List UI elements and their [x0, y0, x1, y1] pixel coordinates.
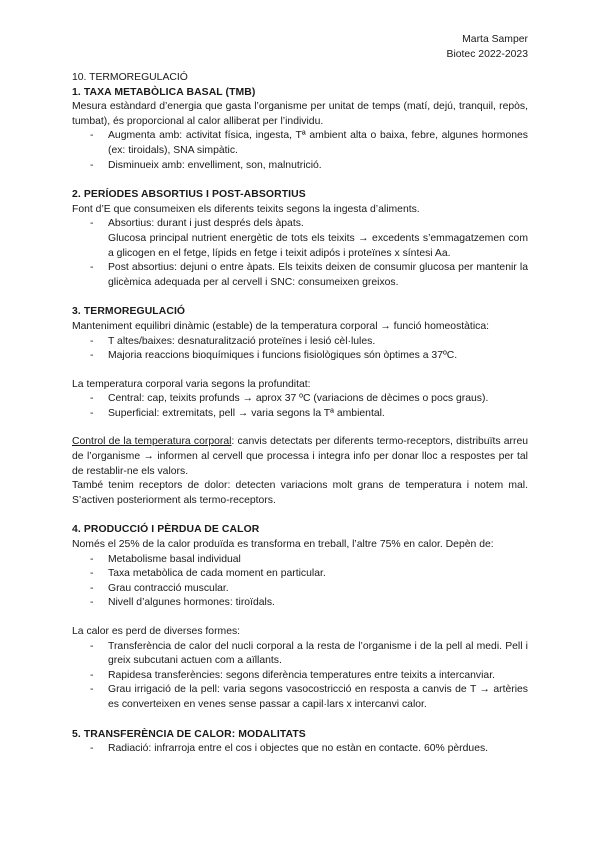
bullet-list — [72, 392, 528, 421]
bullet-list — [72, 261, 528, 290]
bullet-list — [72, 129, 528, 173]
list-item: - Post absortius: dejuni o entre àpats. Els teixits deixen de consumir glucosa per mantenir la glicèmica adequada per al cervell i SNC: consumeixen greixos. — [72, 261, 528, 290]
list-item: - Taxa metabòlica de cada moment en particular. — [72, 567, 528, 582]
list-item-continuation: Glucosa principal nutrient energètic de tots els teixits → excedents s’emmagatzemen com a glicogen en el fetge, lípids en fetge i teixit adipós i proteïnes x síntesi Aa. — [108, 232, 528, 259]
paragraph: També tenim receptors de dolor: detecten variacions molt grans de temperatura i notem mal. S’activen posteriorment als termo-receptors. — [72, 480, 528, 506]
list-item: - Majoria reaccions bioquímiques i funcions fisiològiques són òptimes a 37ºC. — [72, 349, 528, 364]
list-item: - Absortius: durant i just després dels àpats. — [72, 217, 528, 232]
section-produccio-perdua — [72, 523, 528, 712]
bullet-list — [72, 640, 528, 713]
section-heading: 3. TERMOREGULACIÓ — [72, 306, 186, 318]
paragraph: La calor es perd de diverses formes: — [72, 626, 241, 637]
list-item: - Transferència de calor del nucli corporal a la resta de l’organisme i de la pell al medi. Pell i greix subcutani actuen com a aïllants. — [72, 640, 528, 669]
paragraph: Mesura estàndard d’energia que gasta l’organisme per unitat de temps (matí, dejú, tranquil, repòs, tumbat), és proporcional al calor alliberat per l’individu. — [72, 101, 528, 127]
paragraph: Font d’E que consumeixen els diferents teixits segons la ingesta d’aliments. — [72, 203, 420, 215]
paragraph-control — [72, 435, 528, 479]
paragraph-text: : canvis detectats per diferents termo-receptors, distribuïts arreu de l’organisme → informen al cervell que processa i integra info per donar lloc a respostes per tal de restablir-ne els valors. — [72, 436, 528, 477]
section-heading: 4. PRODUCCIÓ I PÈRDUA DE CALOR — [72, 524, 260, 536]
bullet-list — [72, 742, 528, 757]
document-body — [72, 71, 528, 757]
section-heading: 1. TAXA METABÒLICA BASAL (TMB) — [72, 86, 256, 98]
list-item: - T altes/baixes: desnaturalització proteïnes i lesió cèl·lules. — [72, 335, 528, 350]
list-item: - Rapidesa transferències: segons diferència temperatures entre teixits a intercanviar. — [72, 669, 528, 684]
list-item: - Metabolisme basal individual — [72, 553, 528, 568]
section-termoregulacio — [72, 305, 528, 508]
list-item: - Augmenta amb: activitat física, ingesta, Tª ambient alta o baixa, febre, algunes hormones (ex: tiroidals), SNA simpàtic. — [72, 129, 528, 158]
paragraph: Només el 25% de la calor produïda es transforma en treball, l’altre 75% en calor. Depèn de: — [72, 539, 494, 551]
list-item: - Nivell d’algunes hormones: tiroïdals. — [72, 596, 528, 611]
paragraph: Manteniment equilibri dinàmic (estable) de la temperatura corporal → funció homeostàtica: — [72, 320, 489, 332]
topic-title: 10. TERMOREGULACIÓ — [72, 72, 188, 83]
list-item: - Radiació: infrarroja entre el cos i objectes que no estàn en contacte. 60% pèrdues. — [72, 742, 528, 757]
paragraph: La temperatura corporal varia segons la profunditat: — [72, 378, 311, 390]
section-tmb — [72, 86, 528, 174]
section-heading: 2. PERÍODES ABSORTIUS I POST-ABSORTIUS — [72, 189, 306, 201]
list-item: - Disminueix amb: envelliment, son, malnutrició. — [72, 159, 528, 174]
bullet-list — [72, 217, 528, 232]
section-heading: 5. TRANSFERÈNCIA DE CALOR: MODALITATS — [72, 728, 306, 740]
list-item: - Superficial: extremitats, pell → varia segons la Tª ambiental. — [72, 407, 528, 422]
page-header — [447, 33, 528, 63]
section-transferencia — [72, 728, 528, 757]
author-name: Marta Samper — [462, 34, 528, 45]
list-item: - Central: cap, teixits profunds → aprox 37 ºC (variacions de dècimes o pocs graus). — [72, 392, 528, 407]
bullet-list — [72, 553, 528, 611]
underlined-term: Control de la temperatura corporal — [72, 436, 232, 448]
course-label: Biotec 2022-2023 — [446, 48, 528, 60]
list-item: - Grau irrigació de la pell: varia segons vasocostricció en resposta a canvis de T → artèries es converteixen en venes sense passar a capil·lars x intercanvi calor. — [72, 683, 528, 712]
list-item: - Grau contracció muscular. — [72, 582, 528, 597]
section-periodes — [72, 188, 528, 290]
bullet-list — [72, 335, 528, 364]
